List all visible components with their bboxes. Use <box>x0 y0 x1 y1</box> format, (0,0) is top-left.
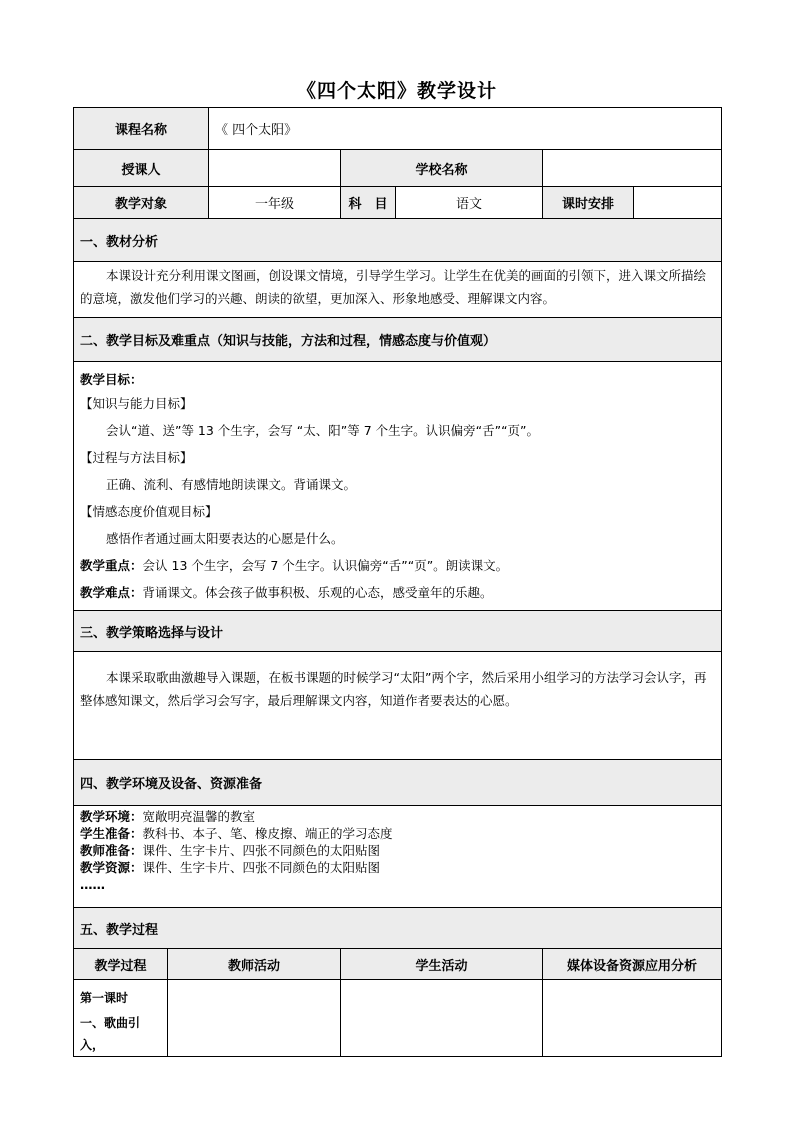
environment-line <box>80 808 715 825</box>
teacher-prep-line <box>80 842 715 859</box>
resources-label: 教学资源： <box>80 860 143 875</box>
knowledge-goal-text: 会认“道、送”等 13 个生字，会写 “太、阳”等 7 个生字。认识偏旁“舌”“页”。 <box>106 423 540 438</box>
analysis-text: 本课设计充分利用课文图画，创设课文情境，引导学生学习。让学生在优美的画面的引领下，进入课文所描绘的意境，激发他们学习的兴趣、朗读的欲望，更加深入、形象地感受、理解课文内容。 <box>80 268 707 306</box>
process-col-student: 学生活动 <box>341 949 543 980</box>
key-points-label: 教学重点： <box>80 558 143 573</box>
analysis-content <box>74 262 722 318</box>
process-row-step: 一、歌曲引入， <box>80 1016 141 1052</box>
process-row-session: 第一课时 <box>80 991 129 1005</box>
section-heading-goals: 二、教学目标及难重点（知识与技能，方法和过程，情感态度与价值观） <box>74 318 722 362</box>
schedule-value <box>634 187 722 219</box>
page-title: 《四个太阳》教学设计 <box>296 80 497 102</box>
emotion-goal-text: 感悟作者通过画太阳要表达的心愿是什么。 <box>106 531 344 546</box>
strategy-content <box>74 652 722 760</box>
goals-label: 教学目标： <box>80 372 143 387</box>
process-goal-text: 正确、流利、有感情地朗读课文。背诵课文。 <box>106 477 357 492</box>
schedule-label: 课时安排 <box>543 187 634 219</box>
difficult-points-label: 教学难点： <box>80 585 143 600</box>
environment-content <box>74 806 722 908</box>
section-heading-process: 五、教学过程 <box>74 908 722 949</box>
key-points <box>80 552 715 579</box>
section-heading-analysis: 一、教材分析 <box>74 219 722 262</box>
course-name-value: 《 四个太阳》 <box>209 108 722 150</box>
difficult-points <box>80 579 715 606</box>
environment-text: 宽敞明亮温馨的教室 <box>142 809 256 824</box>
student-prep-line <box>80 825 715 842</box>
school-name-label: 学校名称 <box>341 150 543 187</box>
knowledge-goal-label: 【知识与能力目标】 <box>80 396 193 411</box>
difficult-points-text: 背诵课文。体会孩子做事积极、乐观的心态，感受童年的乐趣。 <box>142 585 493 600</box>
teacher-prep-text: 课件、生字卡片、四张不同颜色的太阳贴图 <box>142 843 381 858</box>
process-col-stage: 教学过程 <box>74 949 168 980</box>
student-prep-label: 学生准备： <box>80 826 143 841</box>
emotion-goal-label: 【情感态度价值观目标】 <box>80 504 218 519</box>
section-heading-strategy: 三、教学策略选择与设计 <box>74 611 722 652</box>
subject-label: 科 目 <box>341 187 396 219</box>
environment-label: 教学环境： <box>80 809 143 824</box>
school-name-value <box>543 150 722 187</box>
process-row-media <box>543 980 722 1057</box>
key-points-text: 会认 13 个生字，会写 7 个生字。认识偏旁“舌”“页”。朗读课文。 <box>142 558 509 573</box>
course-name-label: 课程名称 <box>74 108 209 150</box>
teacher-value <box>209 150 341 187</box>
process-goal-label: 【过程与方法目标】 <box>80 450 193 465</box>
process-row-student <box>341 980 543 1057</box>
section-heading-environment: 四、教学环境及设备、资源准备 <box>74 760 722 806</box>
strategy-text: 本课采取歌曲激趣导入课题，在板书课题的时候学习“太阳”两个字，然后采用小组学习的方法学习会认字，再整体感知课文，然后学习会写字，最后理解课文内容，知道作者要表达的心愿。 <box>80 670 707 708</box>
teacher-prep-label: 教师准备： <box>80 843 143 858</box>
goals-content <box>74 362 722 611</box>
resources-line <box>80 859 715 876</box>
process-row-teacher <box>168 980 341 1057</box>
process-row-stage <box>74 980 168 1057</box>
process-col-media: 媒体设备资源应用分析 <box>543 949 722 980</box>
lesson-plan-table <box>73 107 722 1057</box>
ellipsis: …… <box>80 877 105 892</box>
resources-text: 课件、生字卡片、四张不同颜色的太阳贴图 <box>142 860 381 875</box>
student-prep-text: 教科书、本子、笔、橡皮擦、端正的学习态度 <box>142 826 393 841</box>
teaching-target-value: 一年级 <box>209 187 341 219</box>
teaching-target-label: 教学对象 <box>74 187 209 219</box>
subject-value: 语文 <box>396 187 543 219</box>
teacher-label: 授课人 <box>74 150 209 187</box>
process-col-teacher: 教师活动 <box>168 949 341 980</box>
